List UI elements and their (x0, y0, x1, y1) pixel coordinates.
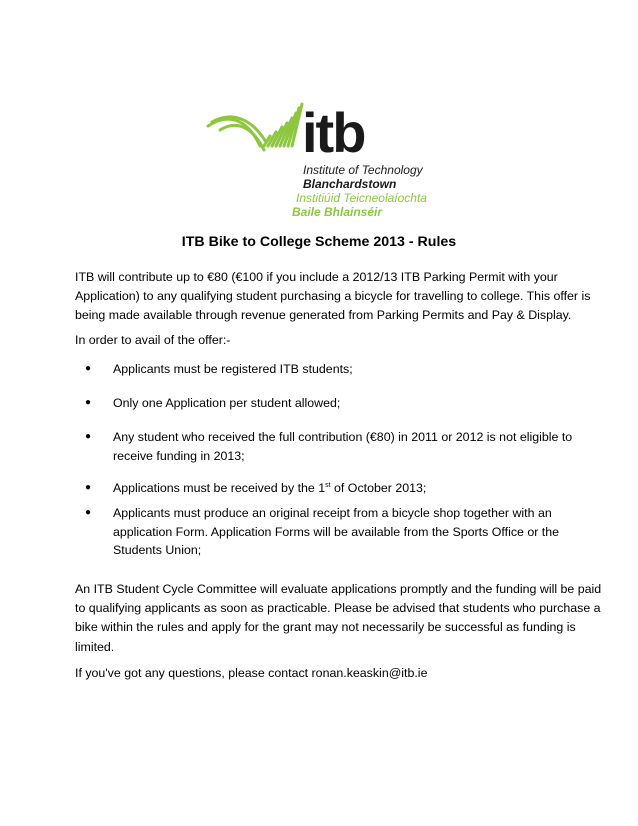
logo-text (292, 101, 427, 219)
logo-line-4: Baile Bhlainséir (292, 205, 383, 219)
rule-line: application Form. Application Forms will be available from the Sports Office or the (113, 524, 560, 539)
page-title: ITB Bike to College Scheme 2013 - Rules (181, 234, 457, 250)
committee-paragraph (75, 580, 602, 657)
intro-paragraph (75, 268, 591, 326)
intro-line: ITB will contribute up to €80 (€100 if you include a 2012/13 ITB Parking Permit with your (75, 270, 558, 284)
offer-lead: In order to avail of the offer:- (75, 333, 231, 347)
rule-line: receive funding in 2013; (113, 448, 245, 463)
committee-line: An ITB Student Cycle Committee will evaluate applications promptly and the funding will be paid (75, 582, 602, 596)
logo-line-2: Blanchardstown (303, 177, 397, 191)
committee-line: to qualifying applicants as soon as practicable. Please be advised that students who purchase a (75, 601, 601, 616)
rule-line: Applicants must be registered ITB students; (113, 362, 353, 376)
committee-line: limited. (75, 639, 115, 654)
rule-line: Students Union; (113, 543, 202, 558)
rule-line: Any student who received the full contribution (€80) in 2011 or 2012 is not eligible to (113, 430, 573, 444)
rule-text: Applications must be received by the 1 (113, 481, 326, 495)
bullet-icon: ● (85, 397, 92, 408)
itb-logo (206, 96, 438, 222)
logo-line-1: Institute of Technology (303, 163, 423, 177)
bullet-icon: ● (85, 507, 92, 518)
bullet-icon: ● (85, 363, 92, 374)
swoosh-graphic (208, 104, 302, 150)
contact-line: If you've got any questions, please contact ronan.keaskin@itb.ie (75, 666, 428, 680)
intro-line: Application) to any qualifying student purchasing a bicycle for travelling to college. This offer is (75, 289, 591, 304)
rule-line: Only one Application per student allowed; (113, 396, 341, 410)
rule-superscript: st (325, 482, 331, 489)
bullet-icon: ● (85, 482, 92, 493)
logo-line-3: Institiúid Teicneolaíochta (296, 191, 427, 205)
bullet-icon: ● (85, 431, 92, 442)
intro-line: being made available through revenue generated from Parking Permits and Pay & Display. (75, 308, 572, 323)
rule-text: of October 2013; (330, 481, 427, 495)
logo-wordmark: itb (302, 101, 365, 164)
committee-line: bike within the rules and apply for the grant may not necessarily be successful as funding is (75, 620, 576, 635)
rule-line: Applicants must produce an original receipt from a bicycle shop together with an (113, 506, 552, 520)
